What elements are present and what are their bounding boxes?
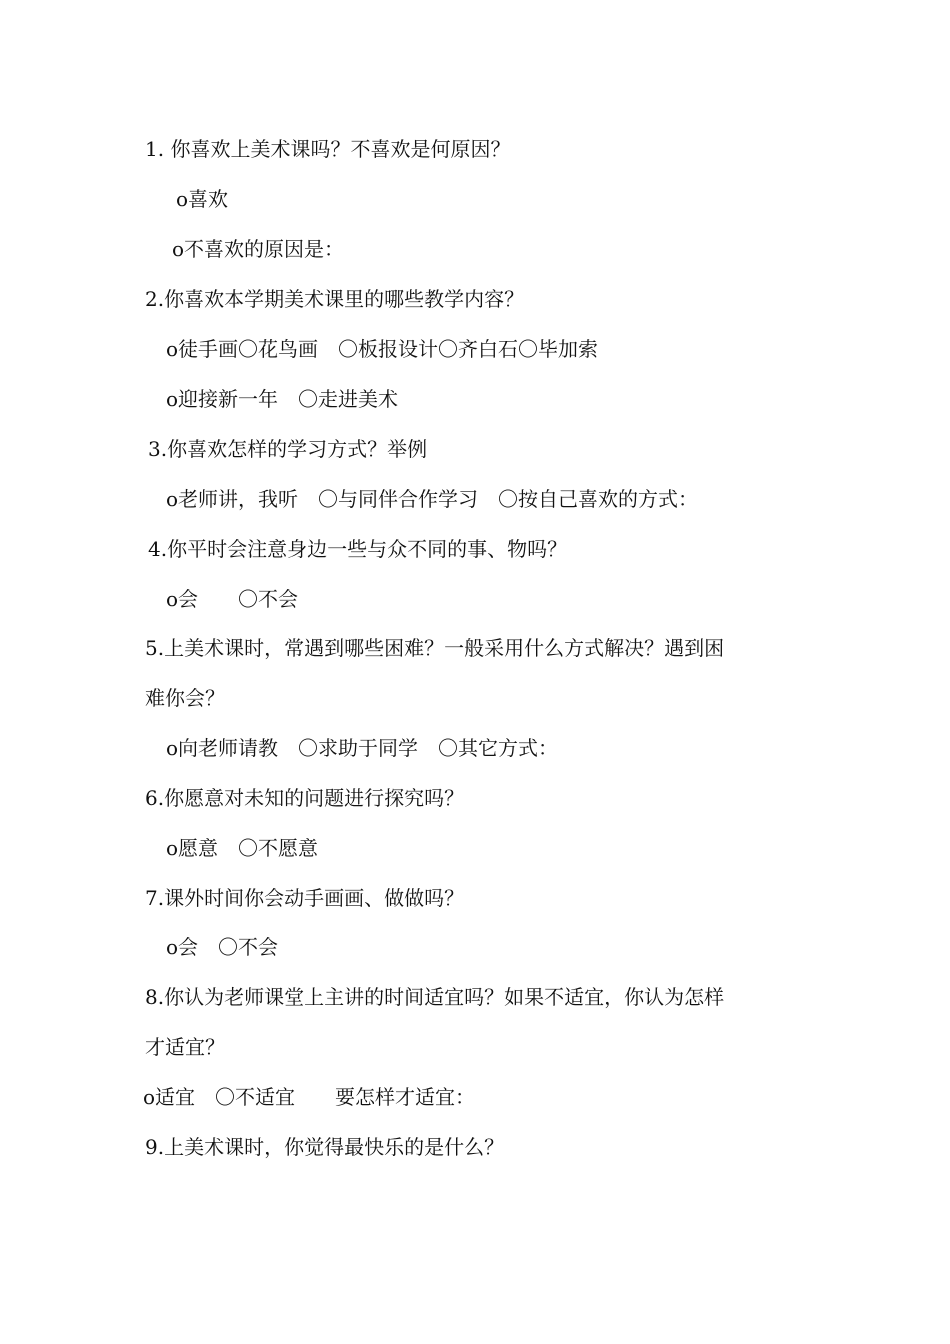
question-2-options-row-2[interactable]: o迎接新一年 〇走进美术 — [166, 387, 399, 411]
question-6-options[interactable]: o愿意 〇不愿意 — [166, 836, 319, 860]
question-4: 4.你平时会注意身边一些与众不同的事、物吗？ — [148, 537, 568, 561]
question-4-options[interactable]: o会 〇不会 — [166, 587, 299, 611]
question-2: 2.你喜欢本学期美术课里的哪些教学内容？ — [145, 287, 525, 311]
question-1-option-like[interactable]: o喜欢 — [176, 187, 229, 211]
question-9: 9.上美术课时，你觉得最快乐的是什么？ — [145, 1135, 505, 1159]
question-3-options[interactable]: o老师讲，我听 〇与同伴合作学习 〇按自己喜欢的方式： — [166, 487, 699, 511]
question-7: 7.课外时间你会动手画画、做做吗？ — [145, 886, 465, 910]
question-5-options[interactable]: o向老师请教 〇求助于同学 〇其它方式： — [166, 736, 559, 760]
question-8-options[interactable]: o适宜 〇不适宜 要怎样才适宜： — [143, 1085, 476, 1109]
question-8-line-2: 才适宜？ — [145, 1035, 225, 1059]
question-5-line-1: 5.上美术课时，常遇到哪些困难？一般采用什么方式解决？遇到困 — [145, 636, 725, 660]
question-3: 3.你喜欢怎样的学习方式？举例 — [148, 437, 428, 461]
question-1: 1. 你喜欢上美术课吗？不喜欢是何原因？ — [145, 137, 511, 161]
question-7-options[interactable]: o会 〇不会 — [166, 935, 279, 959]
question-5-line-2: 难你会？ — [145, 686, 225, 710]
question-2-options-row-1[interactable]: o徒手画〇花鸟画 〇板报设计〇齐白石〇毕加索 — [166, 337, 599, 361]
question-6: 6.你愿意对未知的问题进行探究吗？ — [145, 786, 465, 810]
question-1-option-dislike-reason[interactable]: o不喜欢的原因是： — [172, 237, 345, 261]
question-8-line-1: 8.你认为老师课堂上主讲的时间适宜吗？如果不适宜，你认为怎样 — [145, 985, 725, 1009]
